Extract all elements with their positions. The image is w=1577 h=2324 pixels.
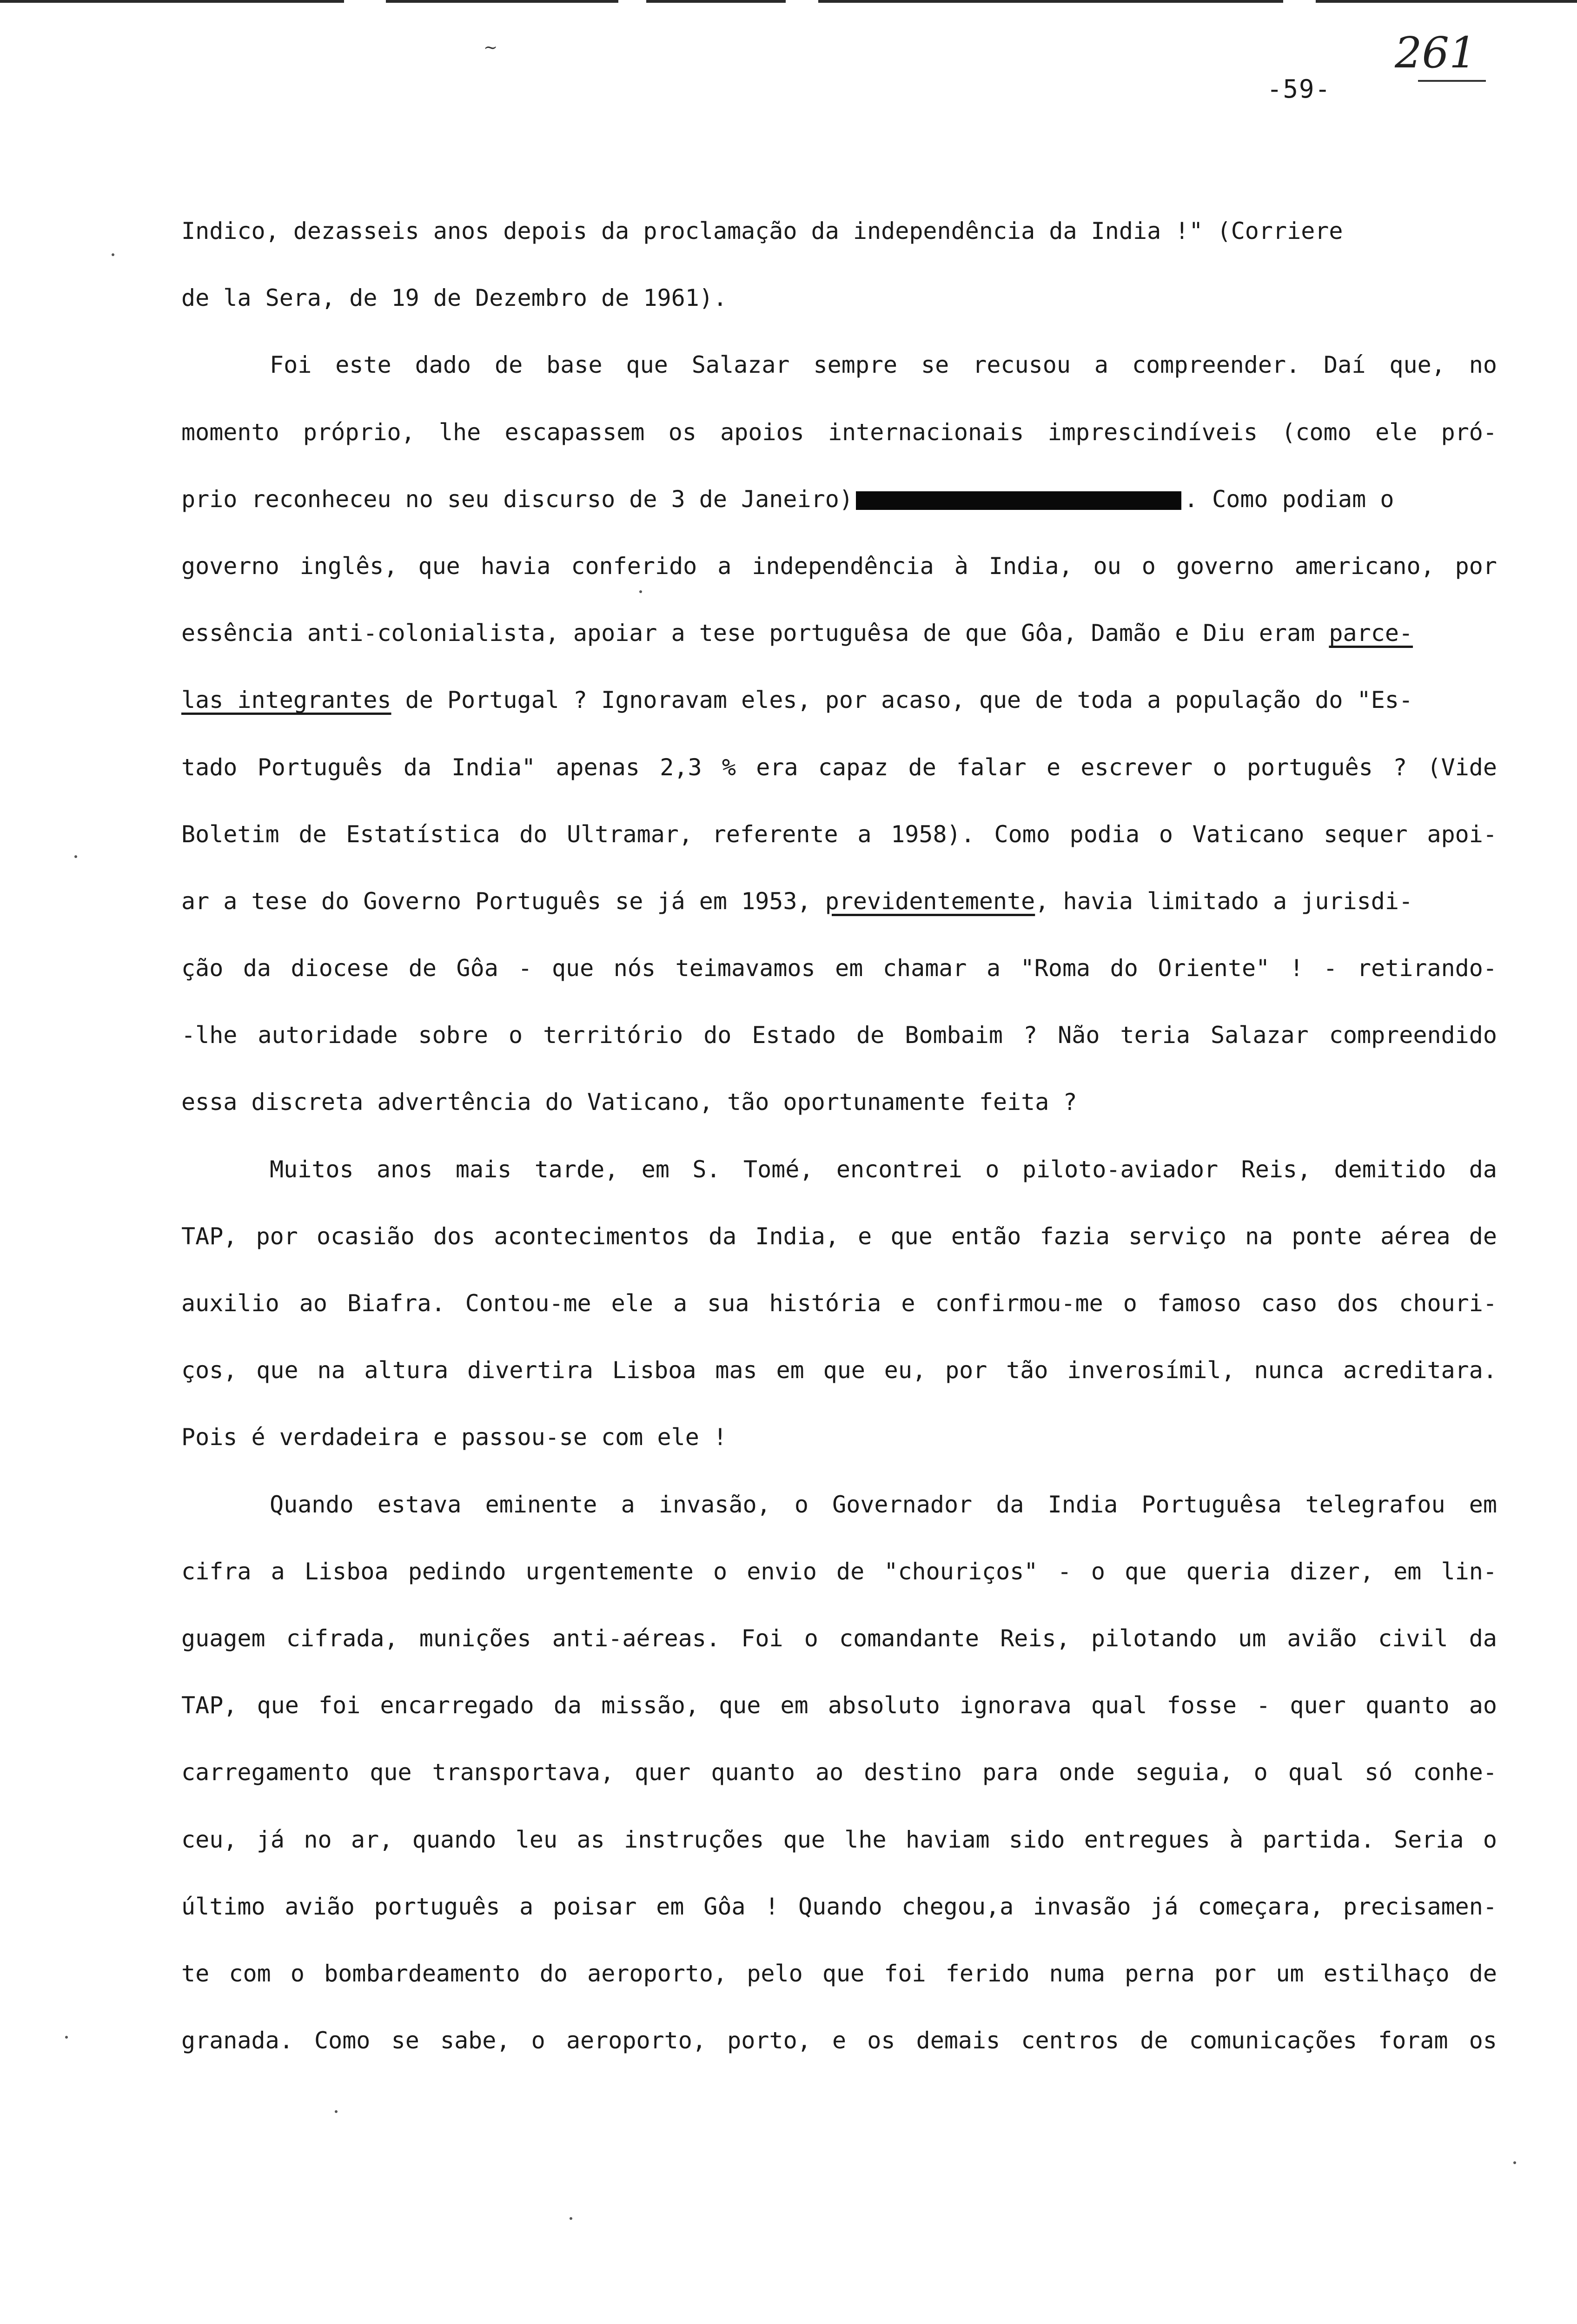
text-line: tado Português da India" apenas 2,3 % era capaz de falar e escrever o português ? (Vide: [181, 753, 1497, 781]
underlined-text: parce-: [1329, 620, 1413, 647]
text-line: Muitos anos mais tarde, em S. Tomé, encontrei o piloto-aviador Reis, demitido da: [270, 1155, 1497, 1183]
text-line: -lhe autoridade sobre o território do Estado de Bombaim ? Não teria Salazar compreendido: [181, 1022, 1497, 1049]
scan-speck: [570, 2217, 572, 2220]
text-line: ços, que na altura divertira Lisboa mas em que eu, por tão inverosímil, nunca acreditara.: [181, 1357, 1497, 1384]
line-segment: . Como podiam o: [1184, 485, 1394, 513]
line-segment: de Portugal ? Ignoravam eles, por acaso, que de toda a população do "Es-: [391, 687, 1413, 714]
text-line: último avião português a poisar em Gôa ! Quando chegou,a invasão já começara, precisamen-: [181, 1893, 1497, 1920]
text-line: ção da diocese de Gôa - que nós teimavamos em chamar a "Roma do Oriente" ! - retirando-: [181, 955, 1497, 982]
text-line: Pois é verdadeira e passou-se com ele !: [181, 1424, 727, 1451]
text-line: momento próprio, lhe escapassem os apoios internacionais imprescindíveis (como ele pró-: [181, 418, 1497, 446]
text-line: carregamento que transportava, quer quanto ao destino para onde seguia, o qual só conhe-: [181, 1759, 1497, 1786]
text-line: TAP, por ocasião dos acontecimentos da India, e que então fazia serviço na ponte aérea de: [181, 1222, 1497, 1250]
text-line: [181, 667, 1497, 733]
text-line: Boletim de Estatística do Ultramar, referente a 1958). Como podia o Vaticano sequer apoi-: [181, 820, 1497, 848]
top-rule: [386, 0, 618, 3]
line-segment: , havia limitado a jurisdi-: [1035, 887, 1413, 915]
text-line: Quando estava eminente a invasão, o Governador da India Portuguêsa telegrafou em: [270, 1491, 1497, 1518]
text-line: [181, 600, 1497, 667]
underlined-text: previdentemente: [825, 887, 1035, 915]
text-line: Indico, dezasseis anos depois da proclamação da independência da India !" (Corriere: [181, 218, 1343, 244]
folio-number: 261: [1395, 28, 1477, 78]
text-line: Foi este dado de base que Salazar sempre se recusou a compreender. Daí que, no: [270, 351, 1497, 379]
page-number: -59-: [1267, 74, 1332, 104]
text-line: de la Sera, de 19 de Dezembro de 1961).: [181, 284, 727, 312]
line-segment: prio reconheceu no seu discurso de 3 de Janeiro): [181, 485, 853, 513]
text-line: TAP, que foi encarregado da missão, que em absoluto ignorava qual fosse - quer quanto ao: [181, 1692, 1497, 1719]
folio-underline: [1418, 80, 1486, 82]
scan-speck: [65, 2036, 68, 2039]
top-rule: [1316, 0, 1577, 3]
text-line: auxilio ao Biafra. Contou-me ele a sua história e confirmou-me o famoso caso dos chouri-: [181, 1290, 1497, 1317]
scan-speck: [74, 855, 77, 858]
text-line: essa discreta advertência do Vaticano, tão oportunamente feita ?: [181, 1089, 1077, 1116]
text-line: te com o bombardeamento do aeroporto, pelo que foi ferido numa perna por um estilhaço de: [181, 1960, 1497, 1987]
document-body: [181, 198, 1497, 2074]
text-line: [181, 868, 1497, 935]
redaction-bar: [856, 491, 1181, 510]
scan-speck: [112, 253, 114, 256]
scan-speck: [639, 590, 642, 593]
line-segment: ar a tese do Governo Português se já em 1953,: [181, 887, 825, 915]
scan-speck: [1513, 2161, 1516, 2164]
page-header: [0, 0, 1577, 139]
text-line: ceu, já no ar, quando leu as instruções que lhe haviam sido entregues à partida. Seria o: [181, 1826, 1497, 1853]
text-line: governo inglês, que havia conferido a independência à India, ou o governo americano, por: [181, 552, 1497, 580]
top-rule: [0, 0, 344, 3]
text-line: cifra a Lisboa pedindo urgentemente o envio de "chouriços" - o que queria dizer, em lin-: [181, 1558, 1497, 1585]
top-rule: [818, 0, 1283, 3]
text-line: granada. Como se sabe, o aeroporto, porto, e os demais centros de comunicações foram os: [181, 2027, 1497, 2054]
scan-speck: [335, 2110, 338, 2113]
text-line: guagem cifrada, munições anti-aéreas. Foi o comandante Reis, pilotando um avião civil da: [181, 1624, 1497, 1652]
text-line: [181, 466, 1497, 533]
pen-mark: ~: [484, 38, 498, 57]
line-segment: essência anti-colonialista, apoiar a tese portuguêsa de que Gôa, Damão e Diu eram: [181, 620, 1329, 647]
underlined-text: las integrantes: [181, 687, 391, 714]
top-rule: [646, 0, 786, 3]
